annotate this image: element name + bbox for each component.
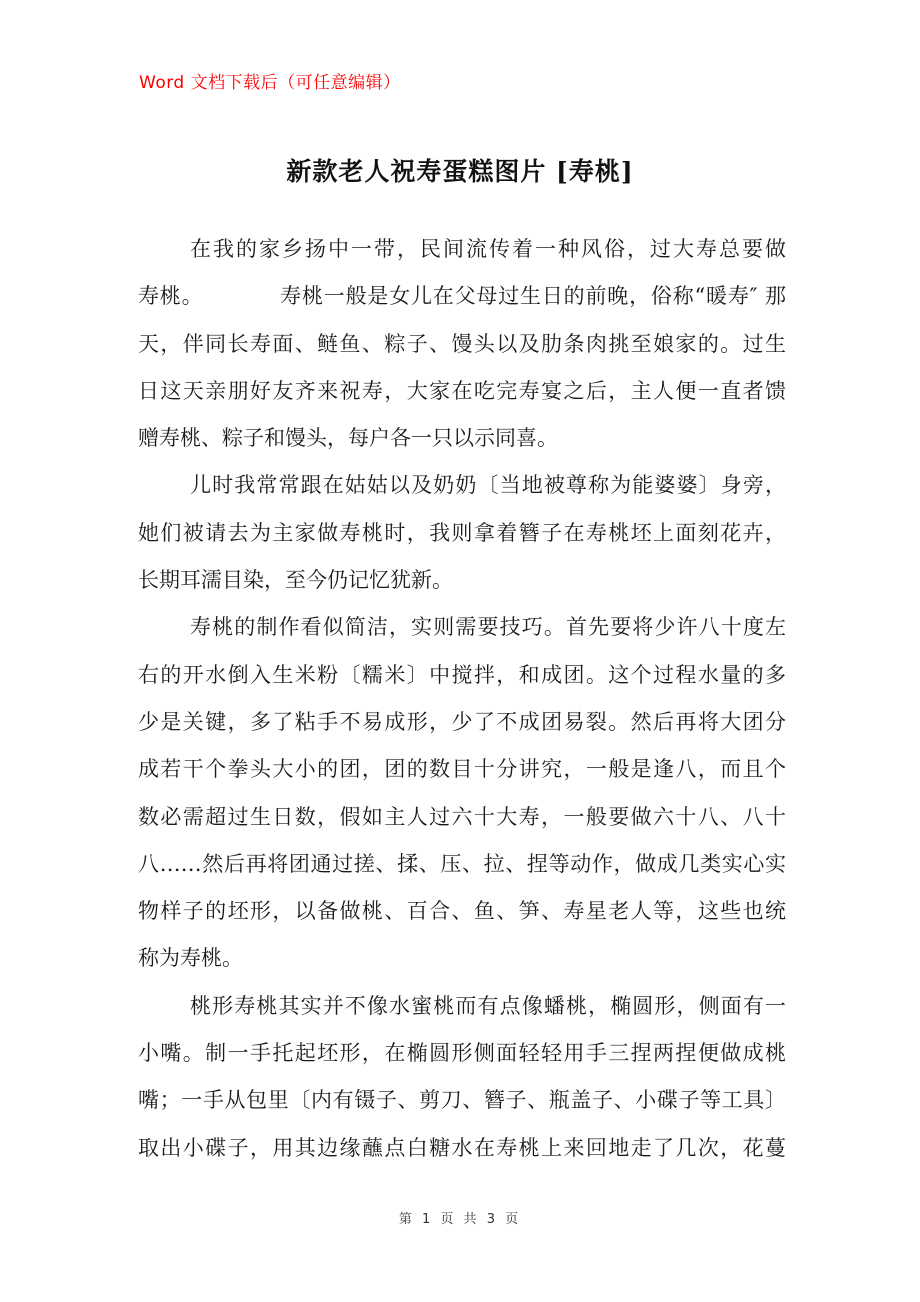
- header-note: Word 文档下载后（可任意编辑）: [139, 73, 401, 93]
- text-line: 寿桃。 寿桃一般是女儿在父母过生日的前晚，俗称“暖寿″ 那: [138, 284, 786, 309]
- paragraph-3: [138, 604, 786, 982]
- text-line: 小嘴。制一手托起坯形，在椭圆形侧面轻轻用手三捏两捏便做成桃: [138, 1041, 786, 1066]
- text-line: 长期耳濡目染，至今仍记忆犹新。: [138, 568, 453, 593]
- document-title: 新款老人祝寿蛋糕图片 [寿桃]: [286, 157, 634, 186]
- text-line: 桃形寿桃其实并不像水蜜桃而有点像蟠桃，椭圆形，侧面有一: [190, 993, 786, 1018]
- paragraph-2: [138, 462, 786, 604]
- paragraph-4: [138, 983, 786, 1172]
- page-footer: 第 1 页 共 3 页: [398, 1212, 522, 1227]
- text-line: 数必需超过生日数，假如主人过六十大寿，一般要做六十八、八十: [138, 804, 786, 829]
- text-line: 物样子的坯形，以备做桃、百合、鱼、笋、寿星老人等，这些也统: [138, 899, 786, 924]
- text-line: 日这天亲朋好友齐来祝寿，大家在吃完寿宴之后，主人便一直者馈: [138, 378, 786, 403]
- paragraph-1: [138, 226, 786, 462]
- document-body: [138, 226, 786, 1172]
- text-line: 右的开水倒入生米粉〔糯米〕中搅拌，和成团。这个过程水量的多: [138, 662, 786, 687]
- text-line: 取出小碟子，用其边缘蘸点白糖水在寿桃上来回地走了几次，花蔓: [138, 1135, 786, 1160]
- text-line: 嘴；一手从包里〔内有镊子、剪刀、簪子、瓶盖子、小碟子等工具〕: [138, 1088, 786, 1113]
- text-line: 寿桃的制作看似简洁，实则需要技巧。首先要将少许八十度左: [190, 615, 786, 640]
- text-line: 天，伴同长寿面、鲢鱼、粽子、馒头以及肋条肉挑至娘家的。过生: [138, 331, 786, 356]
- text-line: 赠寿桃、粽子和馒头，每户各一只以示同喜。: [138, 426, 558, 451]
- text-line: 她们被请去为主家做寿桃时，我则拿着簪子在寿桃坯上面刻花卉，: [138, 520, 786, 545]
- text-line: 儿时我常常跟在姑姑以及奶奶〔当地被尊称为能婆婆〕身旁，: [190, 473, 786, 498]
- text-line: 称为寿桃。: [138, 946, 243, 971]
- text-line: 成若干个拳头大小的团，团的数目十分讲究，一般是逢八，而且个: [138, 757, 786, 782]
- text-line: 八……然后再将团通过搓、揉、压、拉、捏等动作，做成几类实心实: [138, 851, 786, 876]
- text-line: 少是关键，多了粘手不易成形，少了不成团易裂。然后再将大团分: [138, 709, 786, 734]
- text-line: 在我的家乡扬中一带，民间流传着一种风俗，过大寿总要做: [190, 237, 786, 261]
